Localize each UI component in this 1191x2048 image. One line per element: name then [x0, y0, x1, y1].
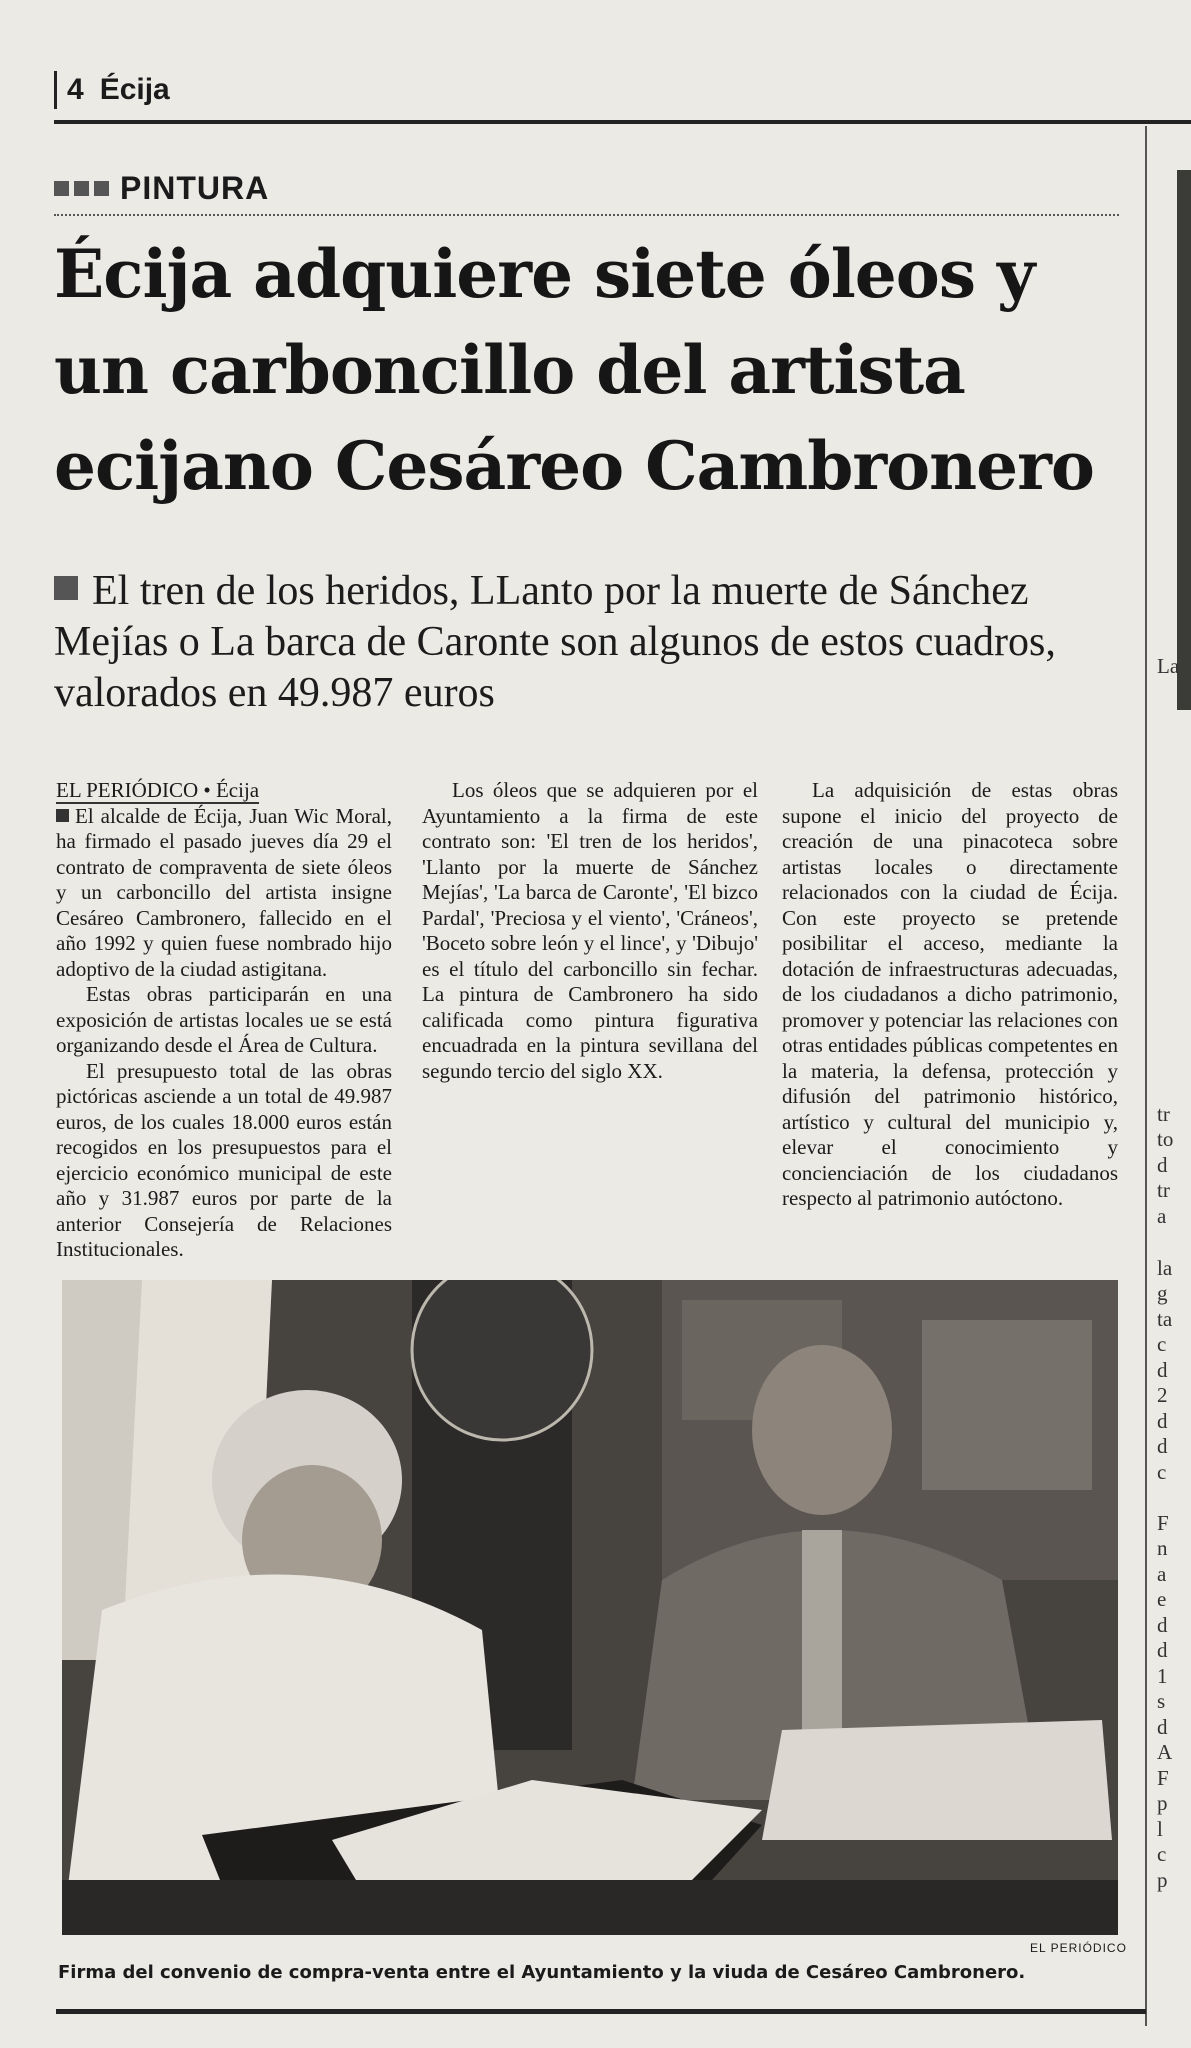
edge-fragment: la	[1157, 1256, 1173, 1280]
square-icon	[54, 576, 78, 600]
square-icon	[94, 181, 109, 196]
square-icon	[56, 809, 69, 822]
edge-fragment: 1	[1157, 1664, 1168, 1688]
photo-credit: EL PERIÓDICO	[1030, 1941, 1127, 1955]
body-paragraph: Los óleos que se adquieren por el Ayuntamiento a la firma de este contrato son: 'El tren de los heridos', 'Llanto por la muerte de Sánchez Mejías', 'La barca de Caronte', 'El bizco Pardal', 'Preciosa y el viento', 'Cráneos', 'Boceto sobre león y el lince', y 'Dibujo' es el título del carboncillo sin fechar. La pintura de Cambronero ha sido calificada como pintura figurativa encuadrada en la pintura sevillana del segundo tercio del siglo XX.	[422, 778, 758, 1083]
edge-fragment: d	[1157, 1153, 1168, 1177]
column-divider	[1145, 126, 1147, 2026]
edge-fragment: d	[1157, 1409, 1168, 1433]
edge-fragment: A	[1157, 1740, 1173, 1764]
section-tag	[54, 170, 269, 207]
edge-fragment: F	[1157, 1511, 1169, 1535]
dotted-rule	[54, 214, 1119, 216]
edge-fragment: 2	[1157, 1383, 1168, 1407]
edge-fragment: tr	[1157, 1102, 1170, 1126]
page-number: 4	[67, 73, 84, 106]
edge-fragment: c	[1157, 1332, 1167, 1356]
edge-fragment: p	[1157, 1868, 1168, 1892]
edge-fragment: d	[1157, 1638, 1168, 1662]
edge-fragment: tr	[1157, 1178, 1170, 1202]
section-label: PINTURA	[120, 170, 270, 206]
edge-fragment: to	[1157, 1127, 1174, 1151]
photo-caption: Firma del convenio de compra-venta entre el Ayuntamiento y la viuda de Cesáreo Cambronero.	[58, 1962, 1026, 1983]
adjacent-column-fragment	[1155, 126, 1191, 2026]
edge-fragment: d	[1157, 1715, 1168, 1739]
signing-photo	[62, 1280, 1118, 1935]
headline: Écija adquiere siete óleos y un carboncillo del artista ecijano Cesáreo Cambronero	[54, 235, 1094, 505]
edge-fragment: d	[1157, 1613, 1168, 1637]
body-paragraph: El presupuesto total de las obras pictóricas asciende a un total de 49.987 euros, de los cuales 18.000 euros están recogidos en los presupuestos para el ejercicio económico municipal de este año y 31.987 euros por parte de la anterior Consejería de Relaciones Institucionales.	[56, 1058, 392, 1261]
byline: EL PERIÓDICO • Écija	[56, 778, 260, 802]
edge-fragment: l	[1157, 1817, 1163, 1841]
body-paragraph: El alcalde de Écija, Juan Wic Moral, ha firmado el pasado jueves día 29 el contrato de compraventa de siete óleos y un carboncillo del artista insigne Cesáreo Cambronero, fallecido en el año 1992 y quien fuese nombrado hijo adoptivo de la ciudad astigitana.	[56, 803, 392, 981]
subheadline	[54, 566, 1134, 719]
edge-fragment: F	[1157, 1766, 1169, 1790]
edge-fragment: c	[1157, 1842, 1167, 1866]
header-rule	[54, 120, 1191, 124]
text-column-1	[56, 778, 392, 1263]
body-paragraph: Estas obras participarán en una exposición de artistas locales ue se está organizando desde el Área de Cultura.	[56, 982, 392, 1057]
edge-fragment: e	[1157, 1587, 1167, 1611]
edge-fragment: s	[1157, 1689, 1166, 1713]
footer-rule	[56, 2009, 1146, 2014]
header-section: Écija	[99, 73, 170, 106]
text-column-2	[422, 778, 758, 1084]
edge-fragment: a	[1157, 1562, 1167, 1586]
square-icon	[74, 181, 89, 196]
page-header	[54, 70, 170, 110]
edge-fragment: c	[1157, 1460, 1167, 1484]
edge-fragment: ta	[1157, 1307, 1173, 1331]
edge-fragment: d	[1157, 1358, 1168, 1382]
news-photo	[62, 1280, 1118, 1935]
subheadline-text: El tren de los heridos, LLanto por la muerte de Sánchez Mejías o La barca de Caronte son algunos de estos cuadros, valorados en 49.987 euros	[54, 568, 1056, 716]
edge-fragment: g	[1157, 1281, 1168, 1305]
edge-fragment: n	[1157, 1536, 1168, 1560]
body-paragraph: La adquisición de estas obras supone el inicio del proyecto de creación de una pinacoteca sobre artistas locales o directamente relacionados con la ciudad de Écija. Con este proyecto se pretende posibilitar el acceso, mediante la dotación de infraestructuras adecuadas, de los ciudadanos a dicho patrimonio, promover y potenciar las relaciones con otras entidades públicas competentes en la materia, la defensa, protección y difusión del patrimonio histórico, artístico y cultural del municipio y, elevar el conocimiento y concienciación de los ciudadanos respecto al patrimonio autóctono.	[782, 778, 1118, 1210]
edge-fragment: La	[1157, 654, 1180, 678]
square-icon	[54, 181, 69, 196]
edge-fragment: p	[1157, 1791, 1168, 1815]
text-column-3	[782, 778, 1118, 1212]
edge-fragment: a	[1157, 1204, 1167, 1228]
edge-fragment: d	[1157, 1434, 1168, 1458]
header-bar	[54, 71, 57, 109]
adjacent-photo-strip	[1177, 170, 1191, 710]
